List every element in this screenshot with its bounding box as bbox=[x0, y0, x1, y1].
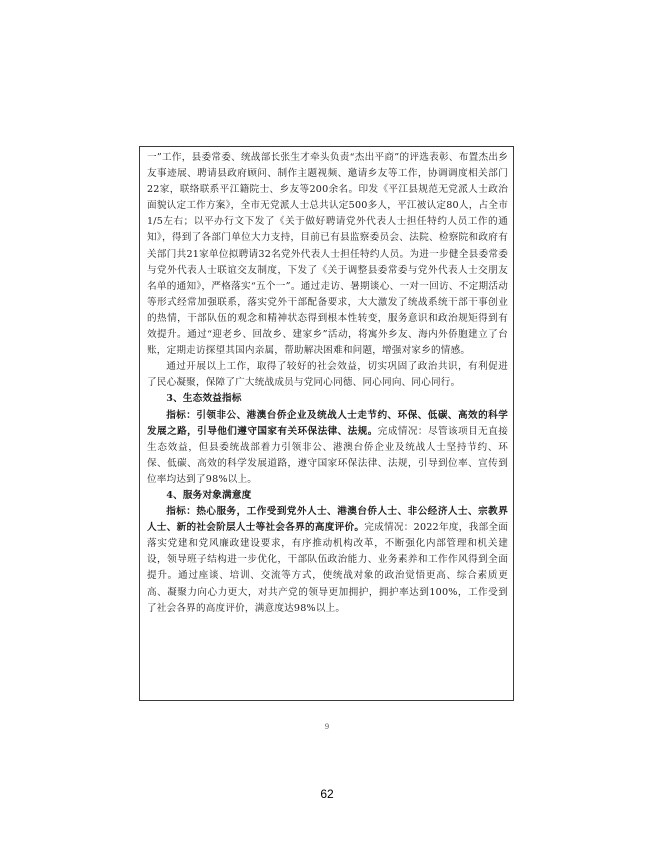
section-3-completion: 完成情况：尽管该项目无直接生态效益，但县委统战部着力引领非公、港澳台侨企业及统战人士坚持节约、环保、低碳、高效的科学发展道路，遵守国家环保法律、法规，引导到位率、宣传到位率均达到了98%以上。 bbox=[147, 425, 508, 485]
section-4-heading: 4、服务对象满意度 bbox=[166, 489, 252, 501]
section-3-body bbox=[147, 408, 508, 488]
document-body bbox=[147, 150, 508, 617]
paragraph-summary: 通过开展以上工作，取得了较好的社会效益，切实巩固了政治共识，有利促进了民心凝聚，保障了广大统战成员与党同心同德、同心同向、同心同行。 bbox=[147, 361, 508, 389]
section-3-indicator: 指标：引领非公、港澳台侨企业及统战人士走节约、环保、低碳、高效的科学发展之路，引导他们遵守国家有关环保法律、法规。 bbox=[147, 409, 508, 437]
outer-page-number: 62 bbox=[320, 787, 334, 801]
section-4-indicator: 指标：热心服务，工作受到党外人士、港澳台侨人士、非公经济人士、宗教界人士、新的社会阶层人士等社会各界的高度评价。 bbox=[147, 506, 508, 534]
section-3-heading: 3、生态效益指标 bbox=[166, 393, 242, 405]
section-4-body bbox=[147, 504, 508, 617]
section-4-completion: 完成情况：2022年度，我部全面落实党建和党风廉政建设要求，有序推动机构改革，不断强化内部管理和机关建设，领导班子结构进一步优化，干部队伍政治能力、业务素养和工作作风得到全面提升。通过座谈、培训、交流等方式，使统战对象的政治觉悟更高、综合素质更高、凝聚力向心力更大，对共产党的领导更加拥护，拥护率达到100%，工作受到了社会各界的高度评价，满意度达98%以上。 bbox=[147, 522, 508, 614]
paragraph-continued: 一”工作，县委常委、统战部长张生才牵头负责“杰出平商”的评选表彰、布置杰出乡友事迹展、聘请县政府顾问、制作主题视频、邀请乡友等工作，协调调度相关部门22家，联络联系平江籍院士、乡友等200余名。印发《平江县规范无党派人士政治面貌认定工作方案》，全市无党派人士总共认定500多人，平江被认定80人，占全市1/5左右；以平办行文下发了《关于做好聘请党外代表人士担任特约人员工作的通知》，得到了各部门单位大力支持，目前已有县监察委员会、法院、检察院和政府有关部门共21家单位拟聘请32名党外代表人士担任特约人员。为进一步健全县委常委与党外代表人士联谊交友制度，下发了《关于调整县委常委与党外代表人士交朋友名单的通知》，严格落实“五个一”。通过走访、暑期谈心、一对一回访、不定期活动等形式经常加强联系，落实党外干部配备要求，大大激发了统战系统干部干事创业的热情，干部队伍的观念和精神状态得到根本性转变，服务意识和政治规矩得到有效提升。通过“迎老乡、回故乡、建家乡”活动，将寓外乡友、海内外侨胞建立了台账，定期走访探望其国内亲属，帮助解决困难和问题，增强对家乡的情感。 bbox=[147, 152, 508, 357]
inner-page-number: 9 bbox=[324, 723, 330, 731]
